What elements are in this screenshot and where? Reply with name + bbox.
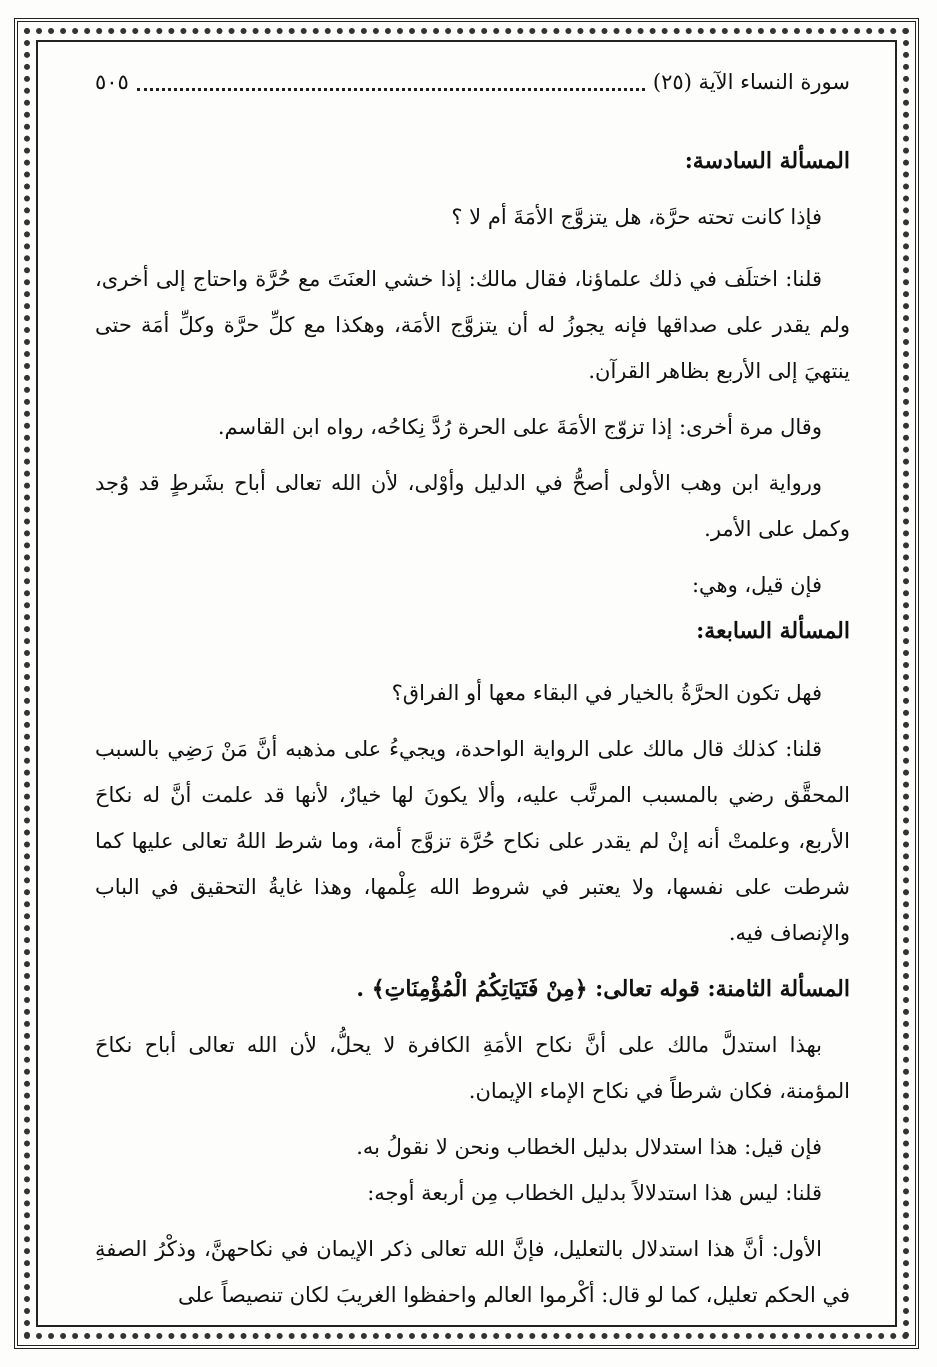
paragraph-question-7: فهل تكون الحرَّةُ بالخيار في البقاء معها أو الفراق؟ xyxy=(391,681,822,705)
paragraph-answer-6: قلنا: اختلَف في ذلك علماؤنا، فقال مالك: إذا خشي العنَتَ مع حُرَّة واحتاج إلى أخرى، ولم يقدر على صداقها فإنه يجوزُ له أن يتزوَّج الأمَة، وهكذا مع كلِّ حرَّة وكلِّ أمَة حتى ينتهيَ إلى الأربع بظاهر القرآن. xyxy=(95,267,850,383)
paragraph-objection: فإن قيل، وهي: xyxy=(691,573,822,597)
paragraph-question-6: فإذا كانت تحته حرَّة، هل يتزوَّج الأمَةَ أم لا ؟ xyxy=(451,205,822,229)
paragraph-first-way: الأول: أنَّ هذا استدلال بالتعليل، فإنَّ الله تعالى ذكر الإيمان في نكاحهنَّ، وذكْرُ الصفةِ في الحكم تعليل، كما لو قال: أكْرموا العالم واحفظوا الغريبَ لكان تنصيصاً على xyxy=(95,1237,850,1307)
paragraph-answer-7: قلنا: كذلك قال مالك على الرواية الواحدة، ويجيءُ على مذهبه أنَّ مَنْ رَضِي بالسبب المحقَّق رضي بالمسبب المرتَّب عليه، وألا يكونَ لها خيارٌ، لأنها قد علمت أنَّ له نكاحَ الأربع، وعلمتْ أنه إنْ لم يقدر على نكاح حُرَّة تزوَّج أمة، وما شرط اللهُ تعالى عليها كما شرطت على نفسها، ولا يعتبر في شروط الله عِلْمها، وهذا غايةُ التحقيق في الباب والإنصاف فيه. xyxy=(95,737,850,945)
heading-masala-8: المسألة الثامنة: قوله تعالى: ﴿مِنْ فَتَيَاتِكُمُ الْمُؤْمِنَاتِ﴾ . xyxy=(356,976,850,1002)
paragraph-other-opinion: وقال مرة أخرى: إذا تزوّج الأمَةَ على الحرة رُدَّ نِكاحُه، رواه ابن القاسم. xyxy=(217,415,822,439)
page-body xyxy=(95,138,850,1318)
header-dot-leader xyxy=(137,74,645,91)
page-number: ٥٠٥ xyxy=(95,70,129,94)
paragraph-reply-four-ways: قلنا: ليس هذا استدلالاً بدليل الخطاب مِن أربعة أوجه: xyxy=(367,1181,822,1205)
paragraph-objection-khitab: فإن قيل: هذا استدلال بدليل الخطاب ونحن لا نقولُ به. xyxy=(356,1135,822,1159)
page-header xyxy=(95,62,850,102)
running-title: سورة النساء الآية (٢٥) xyxy=(652,70,850,94)
paragraph-istidlal: بهذا استدلَّ مالك على أنَّ نكاح الأمَةِ الكافرة لا يحلُّ، لأن الله تعالى أباح نكاحَ المؤمنة، فكان شرطاً في نكاح الإماء الإيمان. xyxy=(95,1033,850,1103)
heading-masala-7: المسألة السابعة: xyxy=(696,618,850,644)
heading-masala-6: المسألة السادسة: xyxy=(684,148,850,174)
paragraph-ibn-wahb: ورواية ابن وهب الأولى أصحُّ في الدليل وأوْلى، لأن الله تعالى أباح بشَرطٍ قد وُجد وكمل على الأمر. xyxy=(95,471,850,541)
